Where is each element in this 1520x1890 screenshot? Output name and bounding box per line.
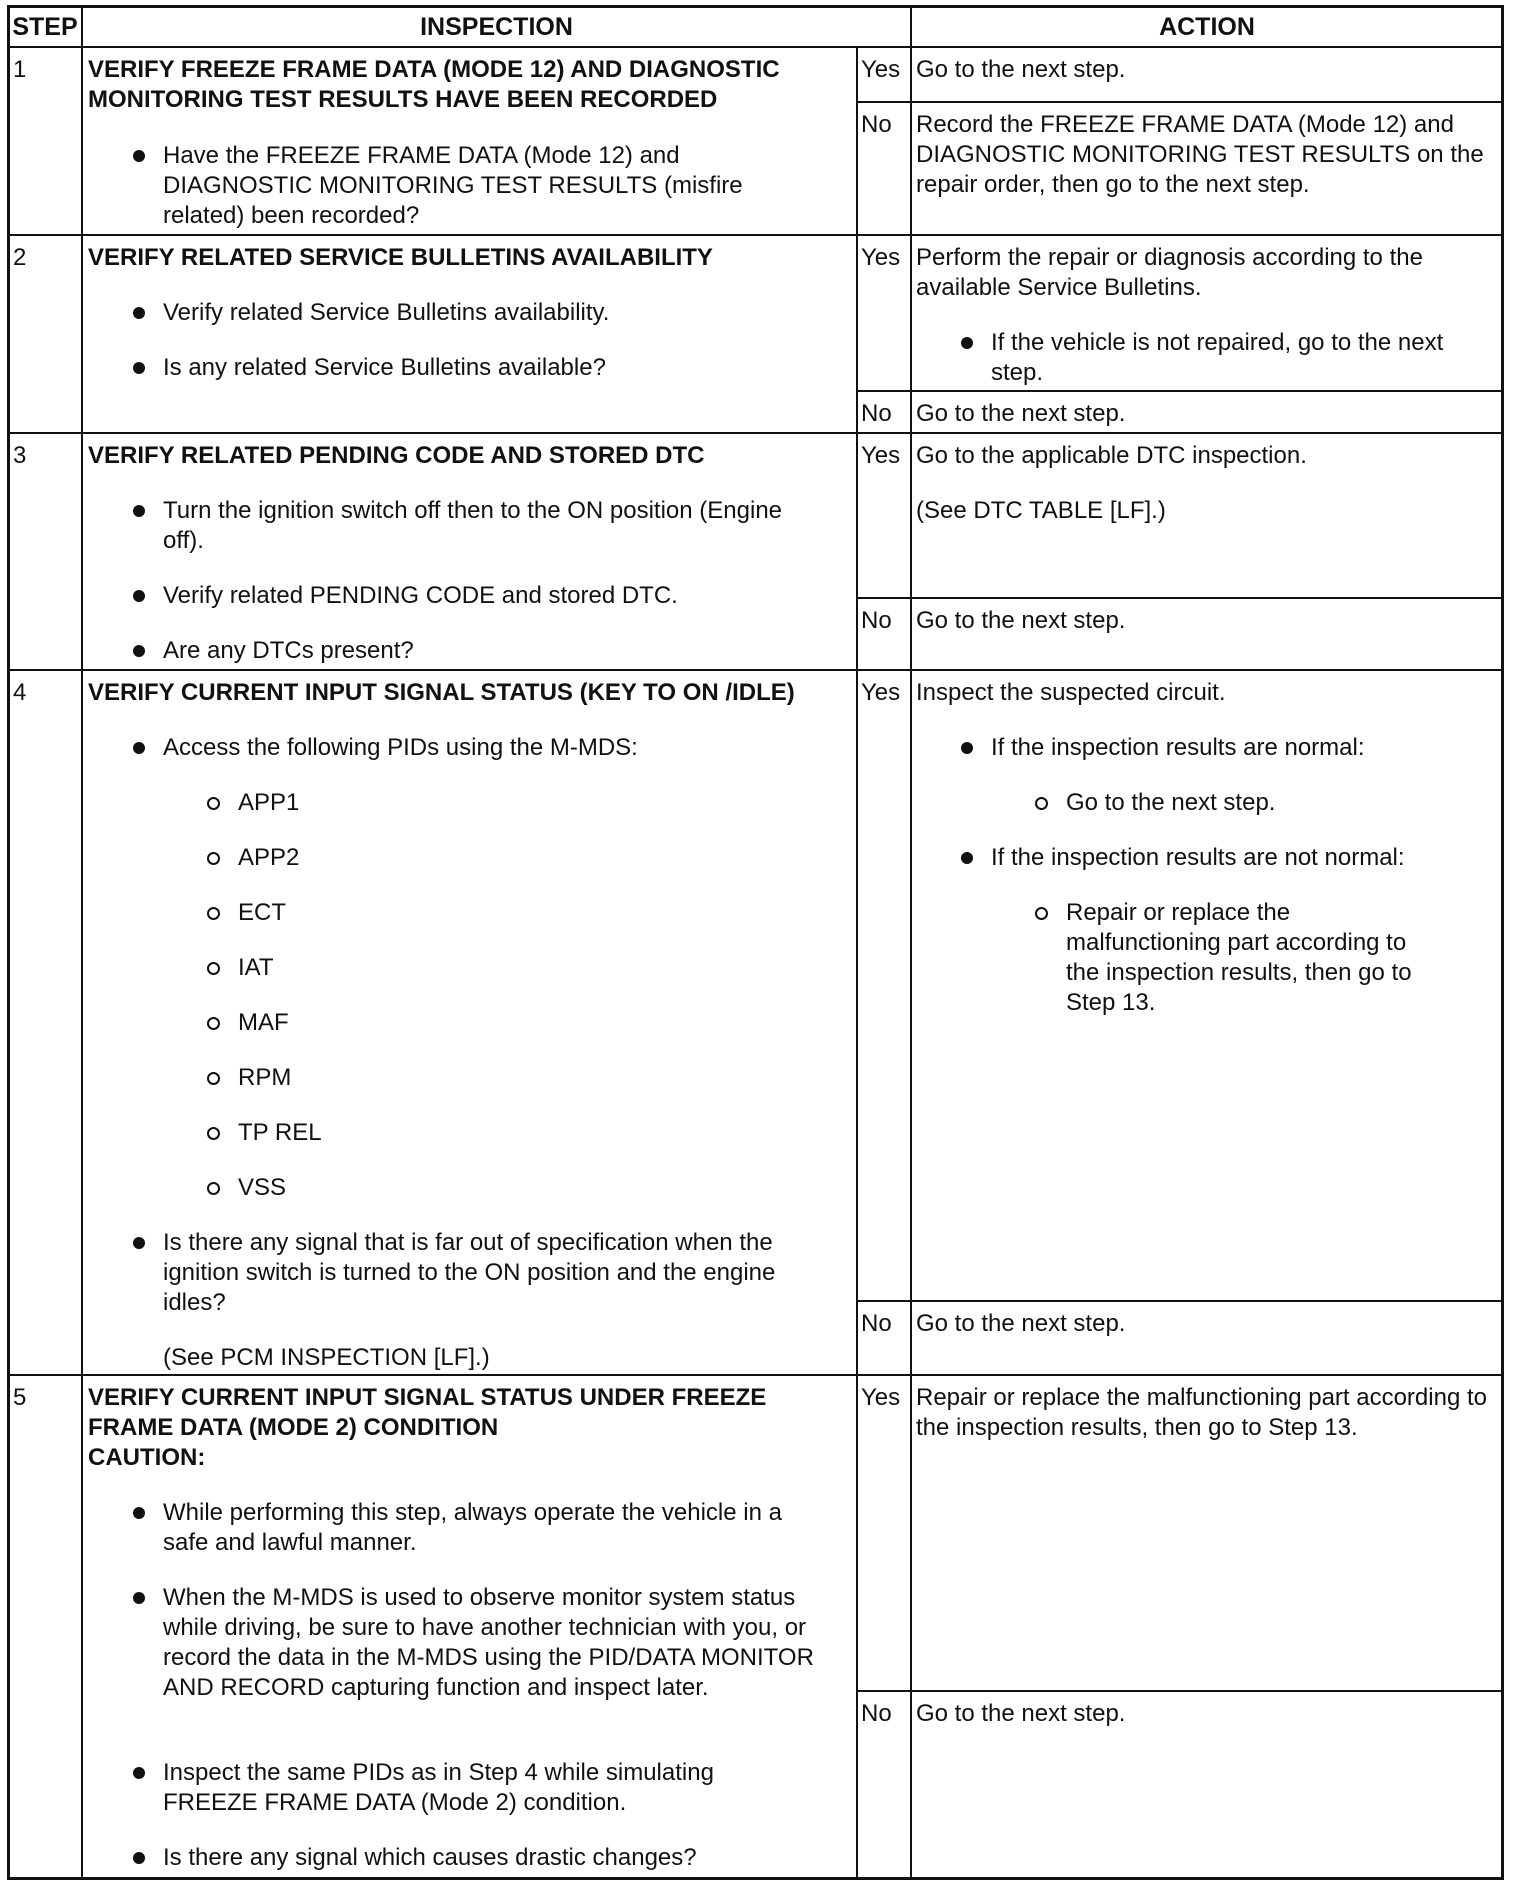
- yes-label: Yes: [861, 442, 901, 469]
- bullet-icon: [961, 337, 973, 349]
- yes-label: Yes: [861, 56, 901, 83]
- bullet-icon: [961, 852, 973, 864]
- col-divider-step: [81, 5, 83, 1880]
- yes-action: Perform the repair or diagnosis according to the available Service Bulletins.: [916, 244, 1423, 301]
- step-number: 1: [13, 56, 27, 83]
- no-label: No: [861, 400, 892, 427]
- yes-action-note: (See DTC TABLE [LF].): [916, 497, 1166, 524]
- inspection-bullet: Verify related PENDING CODE and stored DTC.: [163, 582, 678, 609]
- caution-label: CAUTION:: [88, 1444, 206, 1471]
- sub-bullet-icon: [1035, 907, 1048, 920]
- yes-label: Yes: [861, 244, 901, 271]
- inspection-bullet: Is there any signal that is far out of specification when the ignition switch is turned to the ON position and the engine idles?: [163, 1229, 776, 1316]
- pid-item: TP REL: [238, 1119, 322, 1146]
- action-sub-bullet: Repair or replace the malfunctioning part according to the inspection results, then go to Step 13.: [1066, 899, 1412, 1016]
- sub-bullet-icon: [207, 1017, 220, 1030]
- inspection-bullet: Inspect the same PIDs as in Step 4 while simulating FREEZE FRAME DATA (Mode 2) condition.: [163, 1759, 714, 1816]
- pid-item: VSS: [238, 1174, 287, 1201]
- bullet-icon: [133, 1852, 145, 1864]
- yes-label: Yes: [861, 1384, 901, 1411]
- inspection-bullet: Turn the ignition switch off then to the ON position (Engine off).: [163, 497, 783, 554]
- yes-no-border-1: [856, 101, 1504, 103]
- yes-action: Go to the next step.: [916, 56, 1126, 83]
- sub-bullet-icon: [207, 797, 220, 810]
- no-label: No: [861, 1310, 892, 1337]
- yes-no-border-2: [856, 390, 1504, 392]
- yes-action: Repair or replace the malfunctioning part according to the inspection results, then go to Step 13.: [916, 1384, 1487, 1441]
- action-bullet: If the inspection results are not normal:: [991, 844, 1405, 871]
- pid-item: IAT: [238, 954, 274, 981]
- no-action: Go to the next step.: [916, 1700, 1126, 1727]
- bullet-icon: [133, 307, 145, 319]
- bullet-icon: [133, 645, 145, 657]
- bullet-icon: [133, 1592, 145, 1604]
- yes-action: Inspect the suspected circuit.: [916, 679, 1226, 706]
- step-title: VERIFY CURRENT INPUT SIGNAL STATUS UNDER FREEZE FRAME DATA (MODE 2) CONDITION: [88, 1384, 767, 1441]
- header-action: ACTION: [1159, 13, 1255, 41]
- sub-bullet-icon: [207, 1127, 220, 1140]
- inspection-bullet: Is any related Service Bulletins available?: [163, 354, 606, 381]
- step-number: 2: [13, 244, 27, 271]
- pid-item: RPM: [238, 1064, 292, 1091]
- action-bullet: If the inspection results are normal:: [991, 734, 1365, 761]
- no-action: Go to the next step.: [916, 607, 1126, 634]
- row-border-3: [7, 669, 1504, 671]
- row-border-2: [7, 432, 1504, 434]
- inspection-bullet: Access the following PIDs using the M-MDS:: [163, 734, 638, 761]
- step-title: VERIFY CURRENT INPUT SIGNAL STATUS (KEY TO ON /IDLE): [88, 679, 795, 706]
- inspection-bullet: Have the FREEZE FRAME DATA (Mode 12) and DIAGNOSTIC MONITORING TEST RESULTS (misfire related) been recorded?: [163, 142, 743, 229]
- step-number: 3: [13, 442, 27, 469]
- yes-no-border-4: [856, 1300, 1504, 1302]
- sub-bullet-icon: [207, 1182, 220, 1195]
- col-divider-answer: [856, 47, 858, 1880]
- step-number: 5: [13, 1384, 27, 1411]
- yes-label: Yes: [861, 679, 901, 706]
- inspection-note: (See PCM INSPECTION [LF].): [163, 1344, 490, 1371]
- pid-item: APP2: [238, 844, 300, 871]
- inspection-bullet: Verify related Service Bulletins availability.: [163, 299, 610, 326]
- inspection-bullet: Are any DTCs present?: [163, 637, 414, 664]
- bullet-icon: [133, 742, 145, 754]
- no-action: Go to the next step.: [916, 400, 1126, 427]
- bullet-icon: [133, 1507, 145, 1519]
- yes-no-border-5: [856, 1690, 1504, 1692]
- sub-bullet-icon: [207, 962, 220, 975]
- bullet-icon: [133, 1237, 145, 1249]
- yes-no-border-3: [856, 597, 1504, 599]
- no-action: Go to the next step.: [916, 1310, 1126, 1337]
- bullet-icon: [133, 362, 145, 374]
- row-border-4: [7, 1374, 1504, 1376]
- header-inspection: INSPECTION: [420, 13, 573, 41]
- bullet-icon: [133, 590, 145, 602]
- bullet-icon: [133, 150, 145, 162]
- no-label: No: [861, 607, 892, 634]
- table-border-bottom: [7, 1877, 1504, 1880]
- step-title: VERIFY RELATED SERVICE BULLETINS AVAILABILITY: [88, 244, 713, 271]
- yes-action: Go to the applicable DTC inspection.: [916, 442, 1307, 469]
- inspection-bullet: While performing this step, always operate the vehicle in a safe and lawful manner.: [163, 1499, 782, 1556]
- pid-item: APP1: [238, 789, 300, 816]
- inspection-bullet: Is there any signal which causes drastic changes?: [163, 1844, 697, 1871]
- table-border-right: [1501, 5, 1504, 1880]
- no-label: No: [861, 111, 892, 138]
- bullet-icon: [133, 1767, 145, 1779]
- step-number: 4: [13, 679, 27, 706]
- action-sub-bullet: Go to the next step.: [1066, 789, 1276, 816]
- col-divider-action: [910, 5, 912, 1880]
- row-border-1: [7, 234, 1504, 236]
- inspection-bullet: When the M-MDS is used to observe monitor system status while driving, be sure to have another technician with you, or record the data in the M-MDS using the PID/DATA MONITOR AND RECORD capturing function and inspect later.: [163, 1584, 814, 1701]
- table-border-top: [7, 5, 1504, 8]
- table-border-left: [7, 5, 10, 1880]
- no-label: No: [861, 1700, 892, 1727]
- header-row-border: [7, 46, 1504, 48]
- sub-bullet-icon: [207, 852, 220, 865]
- bullet-icon: [133, 505, 145, 517]
- step-title: VERIFY FREEZE FRAME DATA (MODE 12) AND DIAGNOSTIC MONITORING TEST RESULTS HAVE BEEN RECORDED: [88, 56, 780, 113]
- action-bullet: If the vehicle is not repaired, go to the next step.: [991, 329, 1444, 386]
- sub-bullet-icon: [207, 1072, 220, 1085]
- sub-bullet-icon: [1035, 797, 1048, 810]
- no-action: Record the FREEZE FRAME DATA (Mode 12) and DIAGNOSTIC MONITORING TEST RESULTS on the repair order, then go to the next step.: [916, 111, 1484, 198]
- pid-item: MAF: [238, 1009, 289, 1036]
- step-title: VERIFY RELATED PENDING CODE AND STORED DTC: [88, 442, 705, 469]
- header-step: STEP: [12, 13, 78, 41]
- bullet-icon: [961, 742, 973, 754]
- pid-item: ECT: [238, 899, 286, 926]
- sub-bullet-icon: [207, 907, 220, 920]
